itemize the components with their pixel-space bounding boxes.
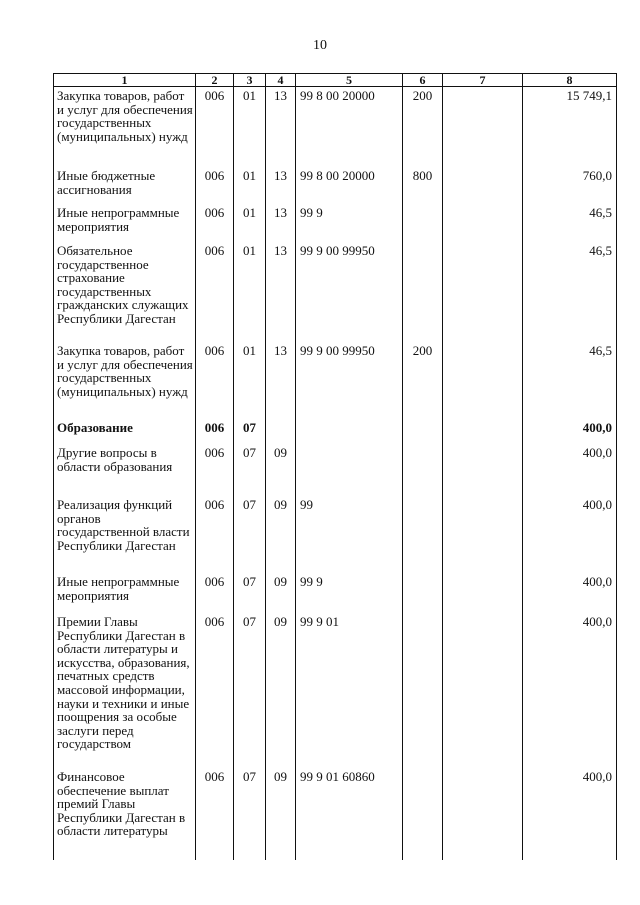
cell-c2: 006: [196, 444, 234, 496]
row-name-cell: Закупка товаров, работ и услуг для обеспечения государственных (муниципальных) нужд: [54, 87, 196, 168]
page-number: 10: [313, 38, 327, 53]
cell-c5: 99 8 00 20000: [296, 87, 403, 168]
cell-c2: 006: [196, 768, 234, 860]
cell-c3: 07: [234, 768, 266, 860]
cell-c5: [296, 419, 403, 444]
row-name-cell: Другие вопросы в области образования: [54, 444, 196, 496]
cell-c4: 13: [266, 242, 296, 342]
cell-c7: [443, 342, 523, 419]
cell-c4: 09: [266, 768, 296, 860]
cell-c2: 006: [196, 496, 234, 573]
cell-c3: 01: [234, 342, 266, 419]
table-row: [54, 444, 617, 496]
table-row: [54, 342, 617, 419]
cell-c7: [443, 167, 523, 204]
cell-c8: 46,5: [523, 342, 617, 419]
budget-table: [53, 73, 617, 860]
cell-c2: 006: [196, 573, 234, 613]
cell-c7: [443, 768, 523, 860]
cell-c4: 13: [266, 204, 296, 242]
cell-c8: 400,0: [523, 573, 617, 613]
table-row: [54, 87, 617, 168]
cell-c7: [443, 496, 523, 573]
cell-c3: 01: [234, 242, 266, 342]
cell-c8: 15 749,1: [523, 87, 617, 168]
cell-c4: 09: [266, 444, 296, 496]
column-header-7: 7: [443, 74, 523, 87]
cell-c6: [403, 573, 443, 613]
cell-c2: 006: [196, 342, 234, 419]
cell-c7: [443, 444, 523, 496]
cell-c6: [403, 204, 443, 242]
cell-c4: 13: [266, 167, 296, 204]
cell-c5: 99 9 00 99950: [296, 342, 403, 419]
cell-c8: 400,0: [523, 613, 617, 768]
cell-c4: [266, 419, 296, 444]
cell-c3: 07: [234, 496, 266, 573]
column-header-6: 6: [403, 74, 443, 87]
cell-c6: [403, 768, 443, 860]
cell-c8: 46,5: [523, 242, 617, 342]
cell-c2: 006: [196, 87, 234, 168]
column-header-3: 3: [234, 74, 266, 87]
cell-c5: 99 8 00 20000: [296, 167, 403, 204]
row-name-cell: Обязательное государственное страхование государственных гражданских служащих Республики Дагестан: [54, 242, 196, 342]
row-name-cell: Финансовое обеспечение выплат премий Главы Республики Дагестан в области литературы: [54, 768, 196, 860]
cell-c5: 99: [296, 496, 403, 573]
cell-c3: 07: [234, 444, 266, 496]
table-row: [54, 204, 617, 242]
cell-c2: 006: [196, 167, 234, 204]
cell-c6: 200: [403, 342, 443, 419]
table-row: [54, 419, 617, 444]
cell-c2: 006: [196, 242, 234, 342]
cell-c4: 09: [266, 613, 296, 768]
cell-c8: 400,0: [523, 496, 617, 573]
cell-c7: [443, 419, 523, 444]
cell-c7: [443, 573, 523, 613]
cell-c7: [443, 613, 523, 768]
cell-c7: [443, 87, 523, 168]
row-name-cell: Закупка товаров, работ и услуг для обеспечения государственных (муниципальных) нужд: [54, 342, 196, 419]
table-row: [54, 768, 617, 860]
table-body: [54, 87, 617, 861]
cell-c2: 006: [196, 204, 234, 242]
column-header-5: 5: [296, 74, 403, 87]
cell-c6: [403, 613, 443, 768]
cell-c8: 46,5: [523, 204, 617, 242]
cell-c7: [443, 242, 523, 342]
row-name-cell: Иные непрограммные мероприятия: [54, 573, 196, 613]
row-name-cell: Образование: [54, 419, 196, 444]
cell-c5: 99 9: [296, 573, 403, 613]
cell-c5: 99 9 00 99950: [296, 242, 403, 342]
cell-c4: 13: [266, 342, 296, 419]
cell-c3: 07: [234, 419, 266, 444]
cell-c8: 400,0: [523, 419, 617, 444]
cell-c6: [403, 444, 443, 496]
column-header-1: 1: [54, 74, 196, 87]
cell-c3: 07: [234, 573, 266, 613]
cell-c3: 07: [234, 613, 266, 768]
cell-c7: [443, 204, 523, 242]
cell-c5: [296, 444, 403, 496]
cell-c2: 006: [196, 613, 234, 768]
cell-c6: [403, 419, 443, 444]
cell-c3: 01: [234, 204, 266, 242]
cell-c4: 09: [266, 573, 296, 613]
column-header-8: 8: [523, 74, 617, 87]
cell-c5: 99 9: [296, 204, 403, 242]
column-header-2: 2: [196, 74, 234, 87]
table-row: [54, 496, 617, 573]
cell-c6: 200: [403, 87, 443, 168]
cell-c6: [403, 496, 443, 573]
cell-c8: 760,0: [523, 167, 617, 204]
table-row: [54, 613, 617, 768]
cell-c6: 800: [403, 167, 443, 204]
column-header-4: 4: [266, 74, 296, 87]
cell-c6: [403, 242, 443, 342]
cell-c4: 13: [266, 87, 296, 168]
row-name-cell: Иные непрограммные мероприятия: [54, 204, 196, 242]
cell-c5: 99 9 01 60860: [296, 768, 403, 860]
cell-c8: 400,0: [523, 444, 617, 496]
row-name-cell: Реализация функций органов государственной власти Республики Дагестан: [54, 496, 196, 573]
cell-c3: 01: [234, 87, 266, 168]
cell-c4: 09: [266, 496, 296, 573]
cell-c5: 99 9 01: [296, 613, 403, 768]
table-row: [54, 242, 617, 342]
cell-c2: 006: [196, 419, 234, 444]
row-name-cell: Премии Главы Республики Дагестан в области литературы и искусства, образования, печатных средств массовой информации, науки и техники и иные поощрения за особые заслуги перед государством: [54, 613, 196, 768]
table-row: [54, 573, 617, 613]
row-name-cell: Иные бюджетные ассигнования: [54, 167, 196, 204]
cell-c3: 01: [234, 167, 266, 204]
table-row: [54, 167, 617, 204]
cell-c8: 400,0: [523, 768, 617, 860]
table-header: [54, 74, 617, 87]
